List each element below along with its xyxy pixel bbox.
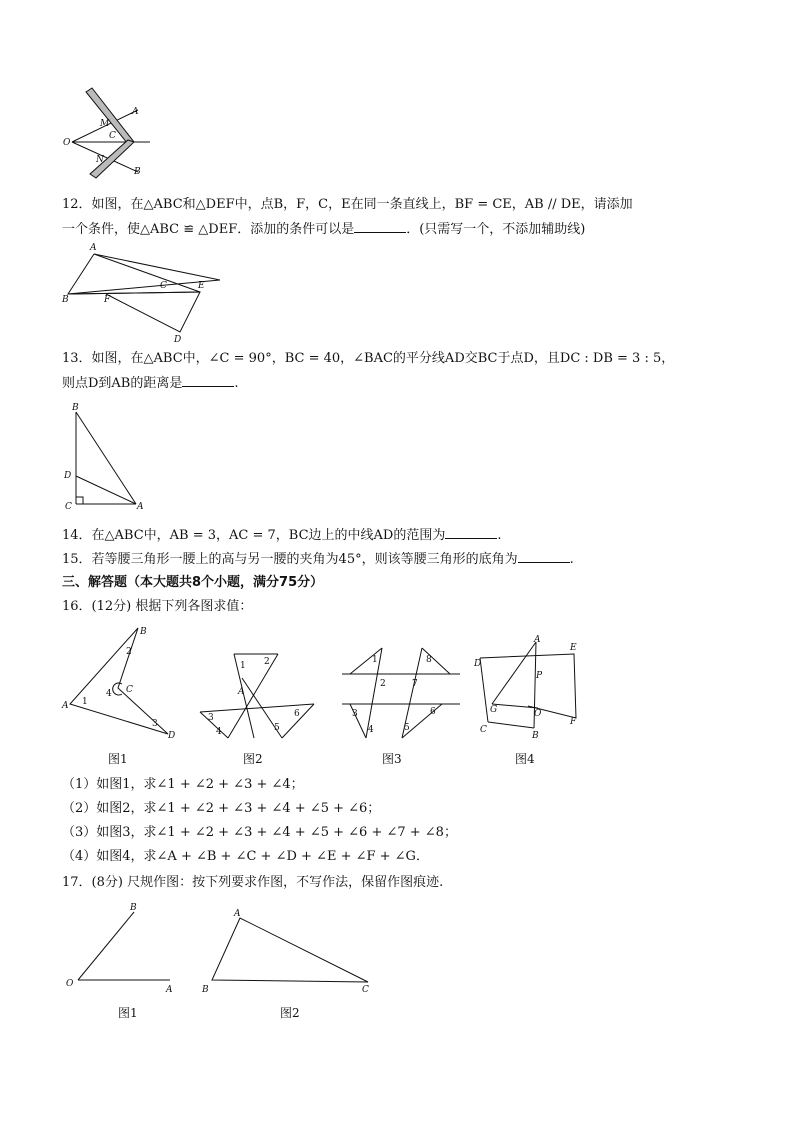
label-B: B [72,403,79,413]
figure-caption: 图1 [108,752,128,766]
figure-q17-1 [60,900,184,996]
q12-line2-b: ．(只需写一个，不添加辅助线) [406,222,586,237]
label-2: 2 [380,679,386,689]
label-C: C [480,725,487,735]
figure-caption: 图3 [382,752,402,766]
label-A: A [62,701,69,711]
figure-q16-4 [470,634,590,746]
label-C: C [362,985,369,995]
label-3: 3 [208,713,214,723]
label-1: 1 [240,661,246,671]
label-B: B [134,167,141,177]
label-2: 2 [126,647,132,657]
answer-blank [445,526,497,539]
label-4: 4 [368,725,374,735]
label-5: 5 [404,723,410,733]
label-C: C [65,502,72,512]
q15 [62,550,574,569]
label-A: A [238,687,245,697]
label-O: O [63,138,71,148]
label-A: A [90,243,97,253]
label-4: 4 [216,727,222,737]
label-B: B [130,903,137,913]
figure-q16-2 [198,648,318,740]
figure-q13 [60,400,160,516]
q13-line2 [62,374,239,393]
q16-part-1: （1）如图1，求∠1 + ∠2 + ∠3 + ∠4； [62,777,304,792]
figure-q16-3 [338,644,464,740]
label-5: 5 [274,723,280,733]
q12-line2-a: 一个条件，使△ABC ≌ △DEF．添加的条件可以是 [62,222,355,237]
figure-q16-1 [60,622,180,742]
q13-line2-b: . [234,376,239,391]
label-C: C [126,685,133,695]
figure-caption: 图2 [243,752,263,766]
label-B: B [202,985,209,995]
label-C: C [109,131,116,141]
q12-line1: 12．如图，在△ABC和△DEF中，点B，F，C，E在同一条直线上，BF = CE，AB // DE，请添加 [62,197,633,212]
label-B: B [140,627,147,637]
label-E: E [198,281,205,291]
label-B: B [62,295,69,305]
label-G: G [490,705,498,715]
q15-end: . [569,552,574,567]
answer-blank [354,220,406,233]
label-2: 2 [264,657,270,667]
q17-intro: 17．(8分) 尺规作图：按下列要求作图，不写作法，保留作图痕迹. [62,875,444,890]
figure-q11 [60,86,160,180]
label-8: 8 [426,655,432,665]
label-A: A [132,107,139,117]
figure-caption: 图1 [118,1006,138,1020]
label-7: 7 [412,679,418,689]
q16-intro: 16．(12分) 根据下列各图求值： [62,599,253,614]
label-6: 6 [430,707,436,717]
q13-line2-a: 则点D到AB的距离是 [62,376,183,391]
figure-q17-2 [196,904,380,996]
label-1: 1 [372,655,378,665]
label-A: A [534,635,541,645]
label-A: A [166,985,173,995]
q14-end: . [497,528,502,543]
label-P: P [536,671,543,681]
q16-part-2: （2）如图2，求∠1 + ∠2 + ∠3 + ∠4 + ∠5 + ∠6； [62,801,381,816]
label-1: 1 [82,697,88,707]
label-6: 6 [294,709,300,719]
label-B: B [532,731,539,741]
section-title: 三、解答题（本大题共8个小题，满分75分） [62,575,324,590]
q16-part-4: （4）如图4，求∠A + ∠B + ∠C + ∠D + ∠E + ∠F + ∠G． [62,849,429,864]
q14-text: 14．在△ABC中，AB = 3，AC = 7，BC边上的中线AD的范围为 [62,528,446,543]
label-C: C [160,281,167,291]
label-3: 3 [352,709,358,719]
label-O: O [66,979,74,989]
q15-text: 15．若等腰三角形一腰上的高与另一腰的夹角为45°，则该等腰三角形的底角为 [62,552,518,567]
label-M: M [100,119,110,129]
answer-blank [182,374,234,387]
label-F: F [570,717,577,727]
figure-caption: 图4 [515,752,535,766]
q12-line2 [62,220,585,239]
label-O: O [534,709,542,719]
label-E: E [570,643,577,653]
q14 [62,526,502,545]
label-D: D [174,335,182,344]
q13-line1: 13．如图，在△ABC中，∠C = 90°，BC = 40，∠BAC的平分线AD交BC于点D，且DC : DB = 3 : 5， [62,351,675,366]
q16-part-3: （3）如图3，求∠1 + ∠2 + ∠3 + ∠4 + ∠5 + ∠6 + ∠7 + ∠8； [62,825,457,840]
answer-blank [518,550,570,563]
label-D: D [64,471,72,481]
label-A: A [137,502,144,512]
figure-caption: 图2 [280,1006,300,1020]
label-3: 3 [152,719,158,729]
figure-q12 [60,240,220,344]
label-A: A [234,909,241,919]
label-4: 4 [106,689,112,699]
label-D: D [474,659,482,669]
label-N: N [96,155,104,165]
label-D: D [168,731,176,741]
label-F: F [104,295,111,305]
